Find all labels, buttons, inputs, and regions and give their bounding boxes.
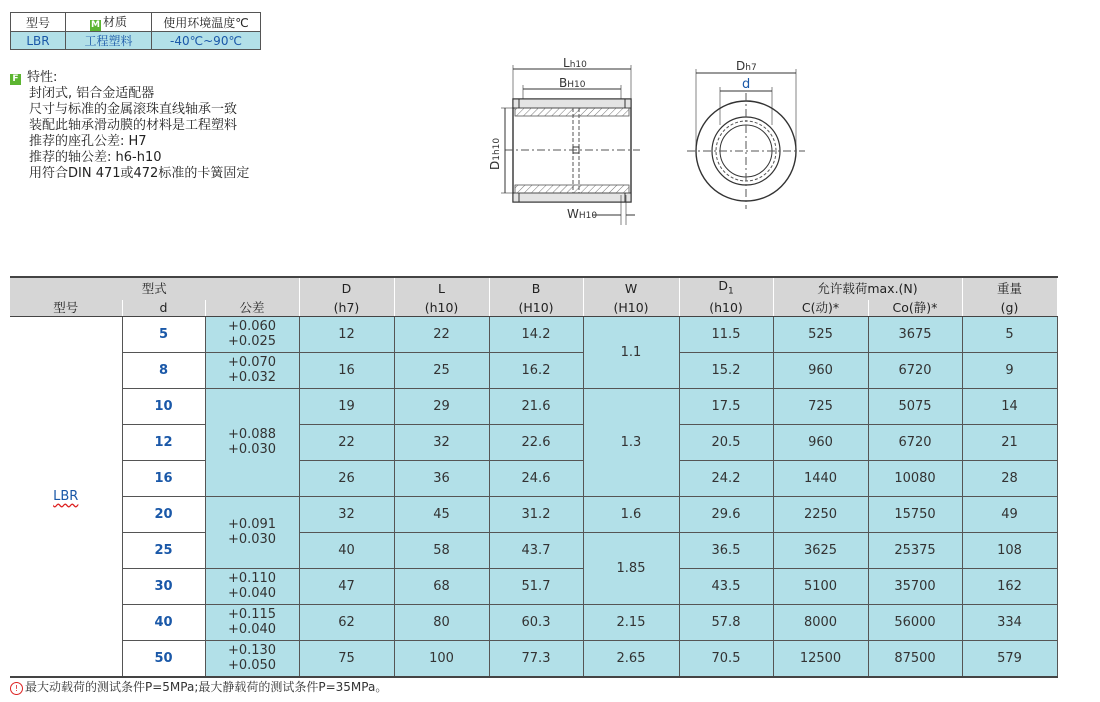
Co-cell: 56000 bbox=[868, 604, 962, 640]
D-cell: 32 bbox=[299, 496, 394, 532]
L-cell: 68 bbox=[394, 568, 489, 604]
weight-cell: 108 bbox=[962, 532, 1057, 568]
D-cell: 47 bbox=[299, 568, 394, 604]
Co-cell: 10080 bbox=[868, 460, 962, 496]
B-cell: 51.7 bbox=[489, 568, 583, 604]
B-cell: 14.2 bbox=[489, 316, 583, 352]
feature-line: 用符合DIN 471或472标准的卡簧固定 bbox=[29, 166, 250, 181]
note-icon: ! bbox=[10, 682, 23, 695]
weight-cell: 14 bbox=[962, 388, 1057, 424]
features-block bbox=[10, 70, 249, 182]
header-Co: Co(静)* bbox=[868, 300, 962, 317]
spec-table bbox=[10, 276, 1058, 678]
header-D1-tol: (h10) bbox=[679, 300, 773, 317]
D-cell: 22 bbox=[299, 424, 394, 460]
table-row bbox=[10, 640, 1057, 677]
L-cell: 22 bbox=[394, 316, 489, 352]
material-header-type: 型号 bbox=[11, 13, 66, 32]
d-cell: 20 bbox=[122, 496, 205, 532]
dim-L-label: Lh10 bbox=[563, 56, 587, 70]
header-B: B bbox=[489, 277, 583, 300]
table-row bbox=[10, 604, 1057, 640]
table-row bbox=[10, 496, 1057, 532]
D-cell: 12 bbox=[299, 316, 394, 352]
L-cell: 58 bbox=[394, 532, 489, 568]
W-cell: 2.15 bbox=[583, 604, 679, 640]
C-cell: 2250 bbox=[773, 496, 868, 532]
feature-line: 封闭式, 铝合金适配器 bbox=[29, 86, 155, 101]
header-d: d bbox=[122, 300, 205, 317]
tolerance-cell: +0.088 +0.030 bbox=[205, 388, 299, 496]
D1-cell: 43.5 bbox=[679, 568, 773, 604]
L-cell: 100 bbox=[394, 640, 489, 677]
dim-B-label: BH10 bbox=[559, 76, 586, 90]
Co-cell: 35700 bbox=[868, 568, 962, 604]
header-B-tol: (H10) bbox=[489, 300, 583, 317]
d-cell: 10 bbox=[122, 388, 205, 424]
feature-line: 推荐的座孔公差: H7 bbox=[29, 134, 147, 149]
table-row bbox=[10, 424, 1057, 460]
header-D: D bbox=[299, 277, 394, 300]
tolerance-cell: +0.130 +0.050 bbox=[205, 640, 299, 677]
D1-cell: 29.6 bbox=[679, 496, 773, 532]
dim-D-label: Dh7 bbox=[736, 59, 757, 73]
weight-cell: 162 bbox=[962, 568, 1057, 604]
header-D-tol: (h7) bbox=[299, 300, 394, 317]
D-cell: 62 bbox=[299, 604, 394, 640]
header-tolerance: 公差 bbox=[205, 300, 299, 317]
W-cell: 1.85 bbox=[583, 532, 679, 604]
D1-cell: 57.8 bbox=[679, 604, 773, 640]
B-cell: 24.6 bbox=[489, 460, 583, 496]
C-cell: 960 bbox=[773, 352, 868, 388]
material-icon: M bbox=[91, 20, 100, 30]
header-row-2 bbox=[10, 300, 1057, 317]
header-C: C(动)* bbox=[773, 300, 868, 317]
D1-cell: 20.5 bbox=[679, 424, 773, 460]
table-row bbox=[10, 388, 1057, 424]
header-type: 型号 bbox=[10, 300, 122, 317]
W-cell: 2.65 bbox=[583, 640, 679, 677]
D1-cell: 36.5 bbox=[679, 532, 773, 568]
Co-cell: 25375 bbox=[868, 532, 962, 568]
features-title: 特性: bbox=[27, 70, 58, 85]
header-L-tol: (h10) bbox=[394, 300, 489, 317]
header-W-tol: (H10) bbox=[583, 300, 679, 317]
dim-d-label: d bbox=[742, 77, 751, 92]
D-cell: 19 bbox=[299, 388, 394, 424]
B-cell: 43.7 bbox=[489, 532, 583, 568]
table-row bbox=[10, 532, 1057, 568]
D1-cell: 11.5 bbox=[679, 316, 773, 352]
Co-cell: 6720 bbox=[868, 424, 962, 460]
bearing-drawing bbox=[485, 55, 815, 230]
tolerance-cell: +0.070 +0.032 bbox=[205, 352, 299, 388]
L-cell: 80 bbox=[394, 604, 489, 640]
tolerance-cell: +0.110 +0.040 bbox=[205, 568, 299, 604]
d-cell: 25 bbox=[122, 532, 205, 568]
tolerance-cell: +0.115 +0.040 bbox=[205, 604, 299, 640]
d-cell: 16 bbox=[122, 460, 205, 496]
d-cell: 12 bbox=[122, 424, 205, 460]
L-cell: 32 bbox=[394, 424, 489, 460]
D-cell: 40 bbox=[299, 532, 394, 568]
material-header-material bbox=[66, 13, 152, 32]
material-header-material-label: 材质 bbox=[102, 15, 127, 29]
weight-cell: 579 bbox=[962, 640, 1057, 677]
weight-cell: 5 bbox=[962, 316, 1057, 352]
W-cell: 1.6 bbox=[583, 496, 679, 532]
L-cell: 29 bbox=[394, 388, 489, 424]
L-cell: 45 bbox=[394, 496, 489, 532]
L-cell: 36 bbox=[394, 460, 489, 496]
features-icon: F bbox=[10, 74, 21, 85]
d-cell: 50 bbox=[122, 640, 205, 677]
B-cell: 31.2 bbox=[489, 496, 583, 532]
header-L: L bbox=[394, 277, 489, 300]
B-cell: 77.3 bbox=[489, 640, 583, 677]
table-row bbox=[10, 316, 1057, 352]
table-row bbox=[10, 568, 1057, 604]
footnote-text: 最大动载荷的测试条件P=5MPa;最大静载荷的测试条件P=35MPa。 bbox=[25, 680, 388, 694]
feature-line: 尺寸与标准的金属滚珠直线轴承一致 bbox=[29, 102, 238, 117]
D1-cell: 70.5 bbox=[679, 640, 773, 677]
Co-cell: 87500 bbox=[868, 640, 962, 677]
temperature-value: -40℃~90℃ bbox=[152, 32, 261, 50]
material-table bbox=[10, 12, 261, 50]
D1-cell: 24.2 bbox=[679, 460, 773, 496]
B-cell: 22.6 bbox=[489, 424, 583, 460]
C-cell: 5100 bbox=[773, 568, 868, 604]
header-W: W bbox=[583, 277, 679, 300]
header-weight-unit: (g) bbox=[962, 300, 1057, 317]
C-cell: 1440 bbox=[773, 460, 868, 496]
C-cell: 8000 bbox=[773, 604, 868, 640]
weight-cell: 9 bbox=[962, 352, 1057, 388]
table-row bbox=[10, 460, 1057, 496]
weight-cell: 49 bbox=[962, 496, 1057, 532]
C-cell: 725 bbox=[773, 388, 868, 424]
material-header-temp: 使用环境温度℃ bbox=[152, 13, 261, 32]
header-D1: $D_1$ bbox=[679, 277, 773, 300]
W-cell: 1.1 bbox=[583, 316, 679, 388]
weight-cell: 21 bbox=[962, 424, 1057, 460]
Co-cell: 5075 bbox=[868, 388, 962, 424]
material-type-value: LBR bbox=[11, 32, 66, 50]
feature-line: 装配此轴承滑动膜的材料是工程塑料 bbox=[29, 118, 238, 133]
weight-cell: 28 bbox=[962, 460, 1057, 496]
dim-W-label: WH10 bbox=[567, 207, 598, 221]
d-cell: 5 bbox=[122, 316, 205, 352]
B-cell: 60.3 bbox=[489, 604, 583, 640]
dim-D1-label: D1h10 bbox=[488, 137, 502, 170]
d-cell: 40 bbox=[122, 604, 205, 640]
header-load: 允许载荷max.(N) bbox=[773, 277, 962, 300]
B-cell: 16.2 bbox=[489, 352, 583, 388]
D1-cell: 17.5 bbox=[679, 388, 773, 424]
D-cell: 16 bbox=[299, 352, 394, 388]
type-cell: LBR bbox=[10, 316, 122, 677]
C-cell: 525 bbox=[773, 316, 868, 352]
d-cell: 8 bbox=[122, 352, 205, 388]
footnote bbox=[10, 678, 387, 695]
B-cell: 21.6 bbox=[489, 388, 583, 424]
table-row bbox=[10, 352, 1057, 388]
side-view bbox=[505, 99, 640, 202]
D-cell: 75 bbox=[299, 640, 394, 677]
C-cell: 3625 bbox=[773, 532, 868, 568]
tolerance-cell: +0.091 +0.030 bbox=[205, 496, 299, 568]
C-cell: 12500 bbox=[773, 640, 868, 677]
front-view bbox=[687, 93, 805, 209]
d-cell: 30 bbox=[122, 568, 205, 604]
D-cell: 26 bbox=[299, 460, 394, 496]
weight-cell: 334 bbox=[962, 604, 1057, 640]
header-weight: 重量 bbox=[962, 277, 1057, 300]
tolerance-cell: +0.060 +0.025 bbox=[205, 316, 299, 352]
feature-line: 推荐的轴公差: h6-h10 bbox=[29, 150, 162, 165]
header-group: 型式 bbox=[10, 277, 299, 300]
D1-cell: 15.2 bbox=[679, 352, 773, 388]
Co-cell: 15750 bbox=[868, 496, 962, 532]
L-cell: 25 bbox=[394, 352, 489, 388]
C-cell: 960 bbox=[773, 424, 868, 460]
Co-cell: 3675 bbox=[868, 316, 962, 352]
features-title-row bbox=[10, 70, 249, 86]
Co-cell: 6720 bbox=[868, 352, 962, 388]
W-cell: 1.3 bbox=[583, 388, 679, 496]
header-row-1 bbox=[10, 277, 1057, 300]
material-value: 工程塑料 bbox=[66, 32, 152, 50]
